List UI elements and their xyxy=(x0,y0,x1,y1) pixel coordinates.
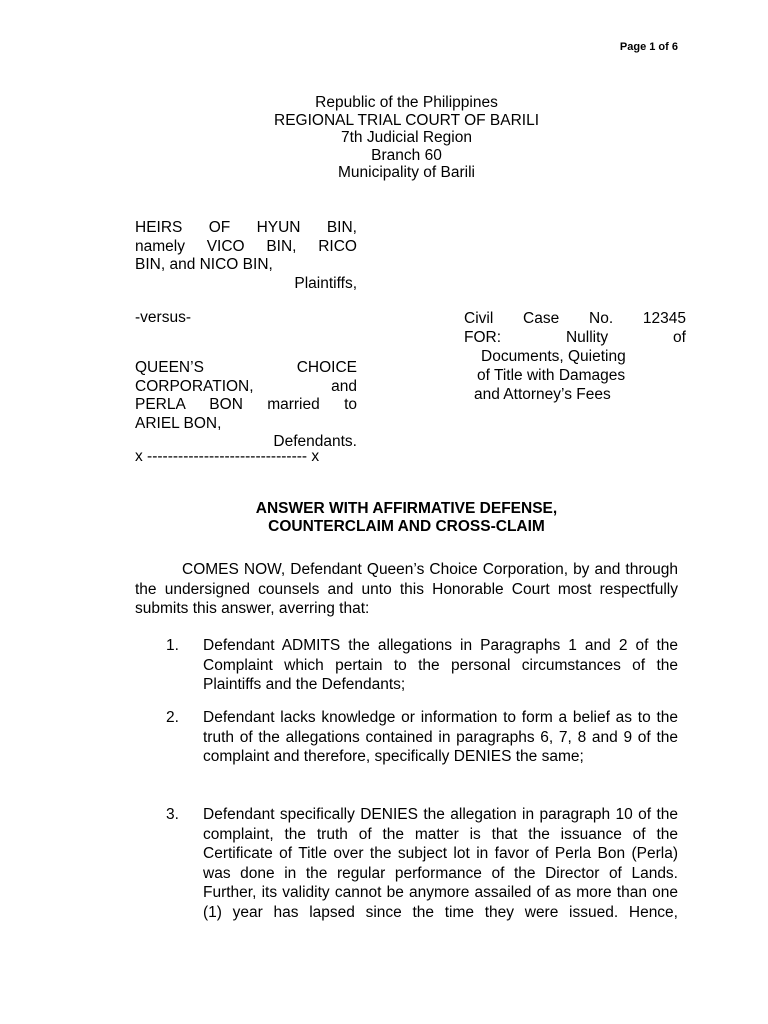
list-item-number: 1. xyxy=(166,637,179,654)
document-title xyxy=(0,500,768,536)
case-nature-line-2: Documents, Quieting xyxy=(481,348,626,365)
case-of-word: of xyxy=(673,329,686,346)
list-item-text: Defendant ADMITS the allegations in Paragraphs 1 and 2 of the Complaint which pertain to the personal circumstances of the Plaintiffs and the Defendants; xyxy=(203,637,678,693)
list-item-number: 2. xyxy=(166,709,179,726)
case-nature-line-4: and Attorney’s Fees xyxy=(474,386,611,403)
list-item-number: 3. xyxy=(166,806,179,823)
page-number-prefix: Page xyxy=(619,41,650,53)
versus-label: -versus- xyxy=(135,309,191,326)
plaintiffs-line-3: BIN, and NICO BIN, xyxy=(135,256,273,273)
header-republic: Republic of the Philippines xyxy=(315,94,498,111)
list-item xyxy=(166,805,678,922)
page-number-separator: of xyxy=(655,41,672,53)
caption-separator: x ------------------------------- x xyxy=(135,448,320,465)
plaintiffs-line-1: HEIRS OF HYUN BIN, xyxy=(135,219,357,236)
defendants-line-4: ARIEL BON, xyxy=(135,414,222,432)
header-municipality: Municipality of Barili xyxy=(338,164,475,181)
plaintiffs-label: Plaintiffs, xyxy=(294,274,357,292)
case-info-block xyxy=(464,309,686,404)
header-judicial-region: 7th Judicial Region xyxy=(341,129,472,146)
case-for-label: FOR: xyxy=(464,329,502,346)
document-title-line-2: COUNTERCLAIM AND CROSS-CLAIM xyxy=(268,518,545,535)
case-number: Civil Case No. 12345 xyxy=(464,310,686,327)
header-court-name: REGIONAL TRIAL COURT OF BARILI xyxy=(274,111,539,129)
page-number-current: 1 xyxy=(649,41,656,53)
case-nature-line xyxy=(464,328,686,347)
page-number xyxy=(620,41,678,53)
defendants-line-2: CORPORATION, and xyxy=(135,377,357,395)
plaintiffs-line-2: namely VICO BIN, RICO xyxy=(135,237,357,255)
document-title-line-1: ANSWER WITH AFFIRMATIVE DEFENSE, xyxy=(255,500,558,517)
defendants-line-3: PERLA BON married to xyxy=(135,396,357,413)
plaintiffs-block xyxy=(135,219,357,293)
list-item-text: Defendant lacks knowledge or information to form a belief as to the truth of the allegations contained in paragraphs 6, 7, 8 and 9 of the complaint and therefore, specifically DENIES the same; xyxy=(203,709,678,765)
page-number-total: 6 xyxy=(671,41,678,53)
list-item xyxy=(166,708,678,767)
case-nature-line-3: of Title with Damages xyxy=(477,367,626,384)
list-item xyxy=(166,636,678,695)
court-header xyxy=(0,94,768,182)
defendants-line-1: QUEEN’S CHOICE xyxy=(135,359,357,376)
case-nullity-word: Nullity xyxy=(565,329,609,346)
intro-paragraph: COMES NOW, Defendant Queen’s Choice Corporation, by and through the undersigned counsels and unto this Honorable Court most respectfully submits this answer, averring that: xyxy=(135,561,678,617)
list-item-text: Defendant specifically DENIES the allegation in paragraph 10 of the complaint, the truth of the matter is that the issuance of the Certificate of Title over the subject lot in favor of Perla Bon (Perla) was done in the regular performance of the Director of Lands. Further, its validity cannot be anymore assailed of as more than one (1) year has lapsed since the time they were issued. Hence, xyxy=(203,806,678,921)
defendants-block xyxy=(135,359,357,452)
defendants-label: Defendants. xyxy=(273,433,357,450)
header-branch: Branch 60 xyxy=(371,146,442,164)
